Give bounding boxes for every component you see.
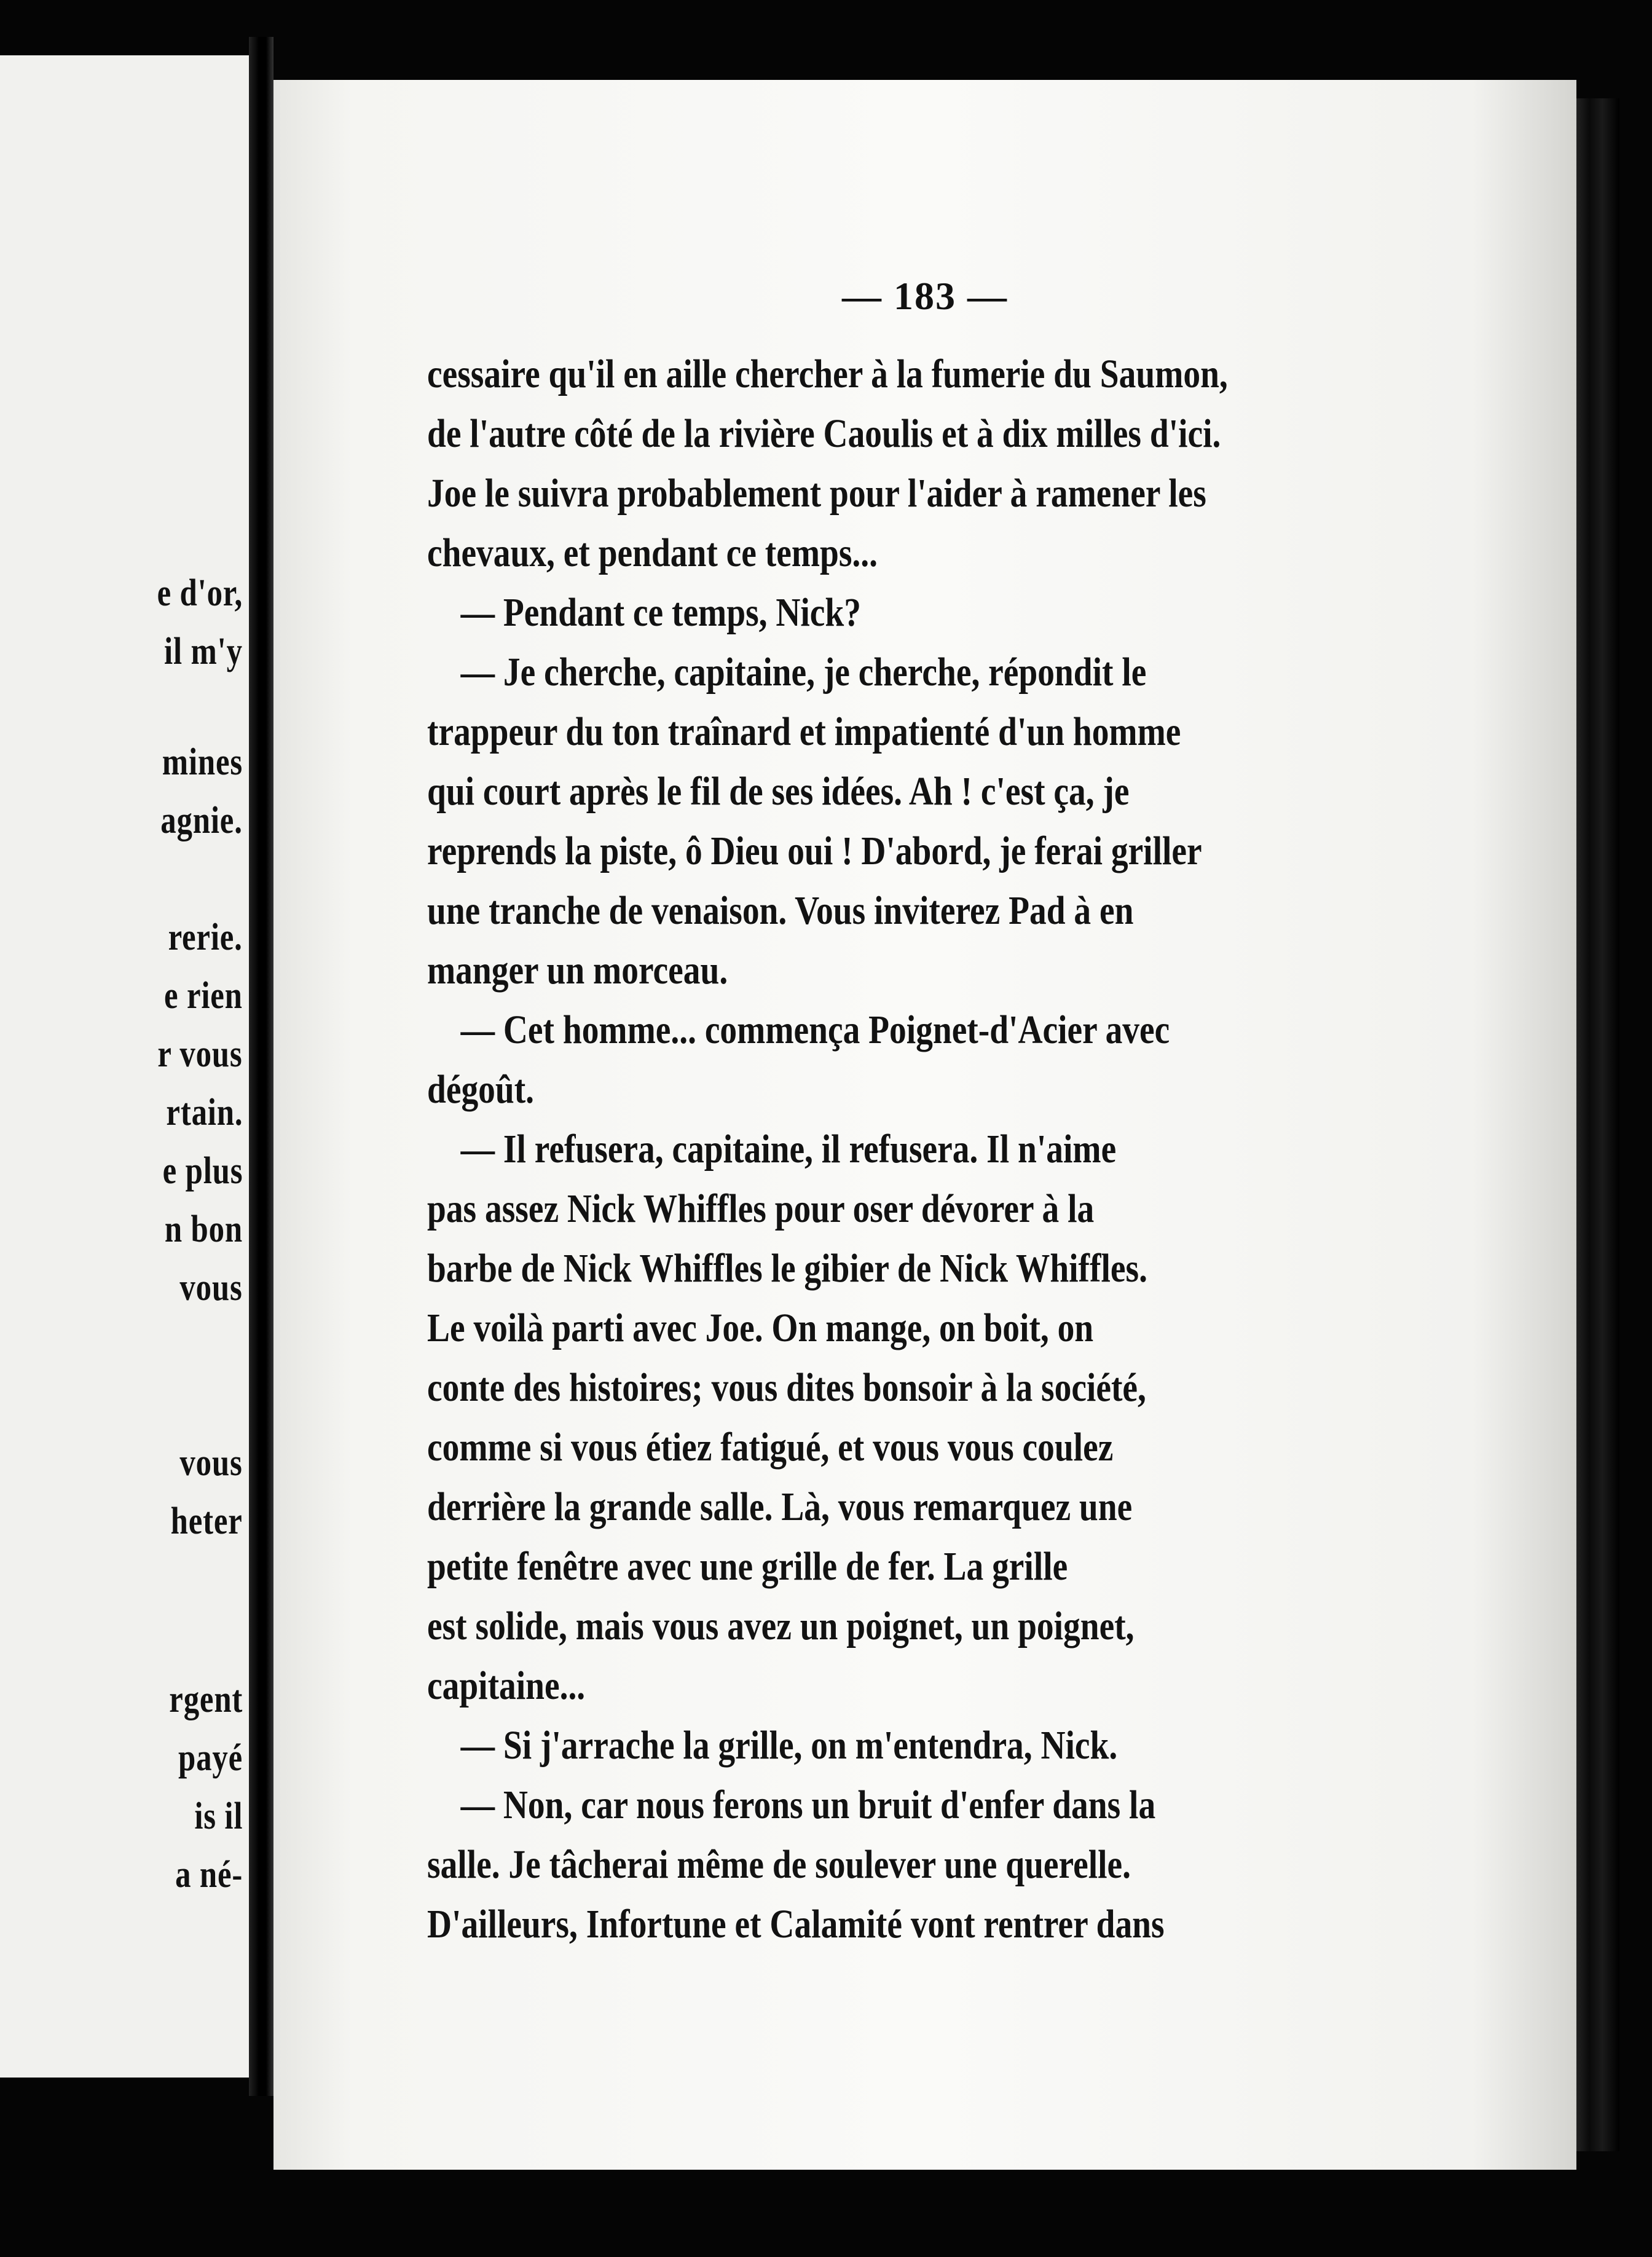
left-page-line: rtain. [166, 1092, 243, 1133]
text-line: capitaine... [427, 1663, 586, 1708]
text-line: D'ailleurs, Infortune et Calamité vont rentrer dans [427, 1902, 1165, 1947]
left-page-line: agnie. [160, 800, 243, 841]
right-page [273, 80, 1576, 2170]
left-page-line: n bon [164, 1208, 243, 1250]
left-page-line: mines [162, 741, 243, 783]
text-line: est solide, mais vous avez un poignet, un poignet, [427, 1604, 1135, 1648]
page-number: — 183 — [842, 274, 1008, 318]
left-page-line: vous [179, 1267, 243, 1309]
text-line: — Non, car nous ferons un bruit d'enfer dans la [460, 1782, 1156, 1827]
left-page-line: a né- [175, 1854, 243, 1896]
text-line: trappeur du ton traînard et impatienté d'un homme [427, 709, 1181, 754]
left-page-line: vous [179, 1442, 243, 1484]
book-gutter [249, 37, 273, 2096]
page-body-text [427, 344, 1447, 1954]
text-line: derrière la grande salle. Là, vous remarquez une [427, 1484, 1133, 1529]
text-line: barbe de Nick Whiffles le gibier de Nick Whiffles. [427, 1246, 1147, 1291]
text-line: cessaire qu'il en aille chercher à la fumerie du Saumon, [427, 352, 1228, 396]
text-line: Joe le suivra probablement pour l'aider à ramener les [427, 471, 1206, 516]
text-line: qui court après le fil de ses idées. Ah ! c'est ça, je [427, 769, 1130, 814]
text-line: chevaux, et pendant ce temps... [427, 530, 878, 575]
text-line: — Si j'arrache la grille, on m'entendra, Nick. [460, 1723, 1118, 1768]
left-page-line: r vous [157, 1033, 243, 1075]
left-page-line: e d'or, [157, 572, 243, 614]
text-line: comme si vous étiez fatigué, et vous vous coulez [427, 1425, 1114, 1470]
left-page-line: rgent [169, 1679, 243, 1720]
left-page-line: il m'y [164, 631, 243, 672]
text-line: Le voilà parti avec Joe. On mange, on boit, on [427, 1306, 1094, 1350]
text-line: reprends la piste, ô Dieu oui ! D'abord, je ferai griller [427, 829, 1202, 873]
left-page-line: e plus [162, 1150, 243, 1192]
left-page-line: is il [194, 1795, 243, 1837]
left-page-line: rerie. [168, 916, 243, 958]
text-line: une tranche de venaison. Vous inviterez Pad à en [427, 888, 1134, 933]
left-page-line: e rien [164, 975, 243, 1017]
left-page-line: payé [178, 1737, 243, 1779]
text-line: petite fenêtre avec une grille de fer. La grille [427, 1544, 1068, 1589]
text-line: pas assez Nick Whiffles pour oser dévorer à la [427, 1186, 1095, 1231]
text-line: manger un morceau. [427, 948, 728, 993]
left-page-line: heter [170, 1500, 243, 1542]
text-line: — Cet homme... commença Poignet-d'Acier avec [460, 1007, 1170, 1052]
left-page [0, 55, 249, 2078]
text-line: — Il refusera, capitaine, il refusera. Il n'aime [460, 1127, 1117, 1172]
text-line: salle. Je tâcherai même de soulever une querelle. [427, 1842, 1131, 1887]
page-edge-shadow [1576, 98, 1619, 2151]
text-line: conte des histoires; vous dites bonsoir à la société, [427, 1365, 1146, 1410]
text-line: dégoût. [427, 1067, 535, 1112]
text-line: — Je cherche, capitaine, je cherche, répondit le [460, 650, 1147, 695]
text-line: — Pendant ce temps, Nick? [460, 590, 861, 635]
text-line: de l'autre côté de la rivière Caoulis et à dix milles d'ici. [427, 411, 1221, 456]
